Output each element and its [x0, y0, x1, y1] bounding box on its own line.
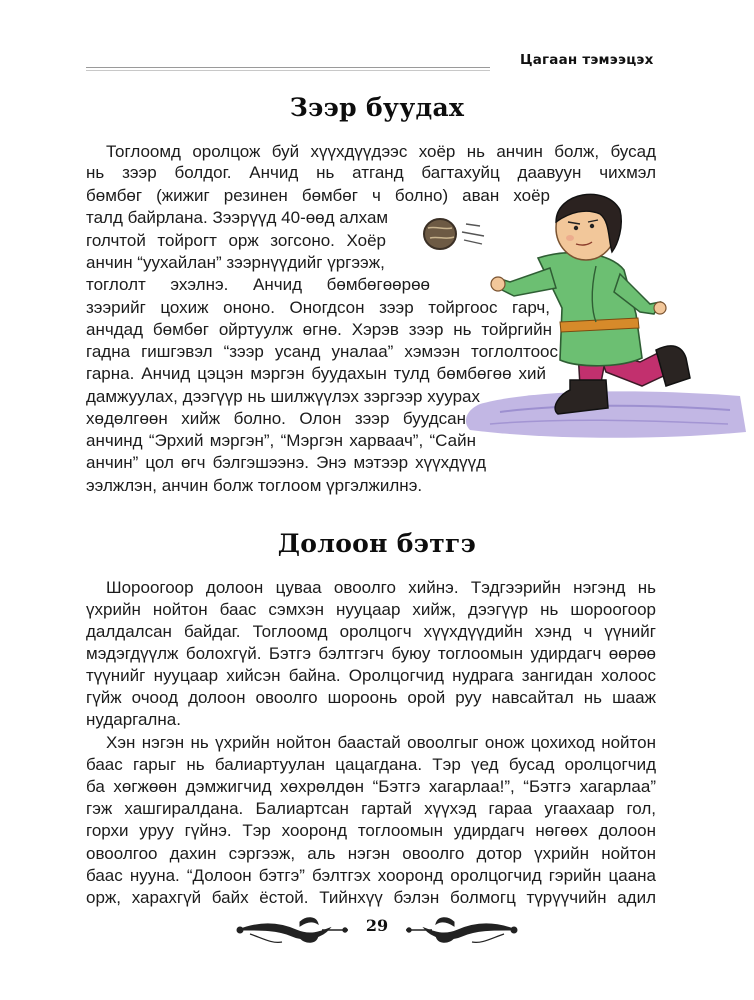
text-line: баас гарыг нь балиартуулан цацагдана. Тэр үед бусад оролцогчид [86, 755, 656, 774]
text-line: анчдад бөмбөг ойртуулж өгнө. Хэрэв зээр нь тойргийн [86, 320, 552, 339]
section-title-doloon-betge: Долоон бэтгэ [277, 529, 477, 558]
text-line: Шороогоор долоон цуваа овоолго хийнэ. Тэдгээрийн нэгэнд нь [106, 578, 656, 597]
header-rule [86, 67, 490, 68]
text-line: бөмбөг (жижиг резинен бөмбөг ч болно) аван хоёр [86, 186, 550, 205]
text-line: гарна. Анчид цэцэн мэргэн буудахын тулд бөмбөгөө хий [86, 364, 546, 383]
ornament-left-icon [237, 918, 348, 943]
section-title-zeer-buudah: Зээр буудах [289, 93, 465, 122]
text-line: нь зээр болдог. Анчид нь атганд багтахуйц даавуун чихмэл [86, 163, 656, 182]
text-line: үхрийн нойтон баас сэмхэн нууцаар хийж, дээгүүр нь шороогоор [86, 600, 656, 619]
text-line: голчтой тойрогт орж зогсоно. Хоёр [86, 231, 386, 250]
text-line: Хэн нэгэн нь үхрийн нойтон баастай овоолгыг онож цохиход нойтон [106, 733, 656, 752]
text-line: орж, харахгүй байх ёстой. Тийнхүү бэлэн болмогц түрүүчийн адил [86, 888, 656, 907]
ornament-right-icon [406, 918, 517, 943]
text-line: далдалсан байдаг. Тоглоомд оролцогч хүүхдүүдийн хэнд ч үүнийг [86, 622, 656, 641]
text-line: баас нууна. “Долоон бэтгэ” бэлтгэх хооронд оролцогчид гэрийн цаана [86, 866, 656, 885]
text-line: нударгална. [86, 710, 181, 729]
text-line: горхи уруу гүйнэ. Тэр хооронд тоглоомын удирдагч нөгөөх долоон [86, 821, 656, 840]
text-line: ээлжлэн, анчин болж тоглоом үргэлжилнэ. [86, 476, 423, 495]
text-line: ба хөгжөөн дэмжигчид хөхрөлдөн “Бэтгэ хагарлаа!”, “Бэтгэ хагарлаа” [86, 777, 656, 796]
text-line: овоолгоо дахин сэргээж, аль нэгэн овоолго дотор үхрийн нойтон [86, 844, 656, 863]
text-line: дамжуулах, дээгүүр нь шилжүүлэх зэргээр хуурах [86, 387, 480, 406]
running-title: Цагаан тэмээцэх [520, 52, 654, 68]
text-line: анчин “уухайлан” зээрнүүдийг үргээж, [86, 253, 385, 272]
text-line: анчинд “Эрхий мэргэн”, “Мэргэн харваач”, “Сайн [86, 431, 476, 450]
text-line: гадна гишгэвэл “зээр усанд уналаа” хэмээн тоглолтоос [86, 342, 558, 361]
text-line: мэдэгдүүлж болохгүй. Бэтгэ бэлтгэгч буюу тоглоомын удирдагч өөрөө [86, 644, 656, 663]
text-line: түүнийг нууцаар хийсэн байна. Оролцогчид нудрага зангидан холоос [86, 666, 656, 685]
text-line: талд байрлана. Зээрүүд 40-өөд алхам [86, 208, 389, 227]
text-line: гүйж очоод долоон овоолго шороонь орой руу навсайтал нь шааж [86, 688, 656, 707]
ball-icon [424, 219, 456, 249]
text-line: гэж хашгиралдана. Балиартсан гартай хүүхэд гараа угаахаар гол, [86, 799, 656, 818]
text-line: хөдөлгөөн хийж болно. Олон зээр буудсан [86, 409, 466, 428]
text-line: Тоглоомд оролцож буй хүүхдүүдээс хоёр нь анчин болж, бусад [106, 142, 656, 161]
text-line: анчин” цол өгч бэлгэшээнэ. Энэ мэтээр хүүхдүүд [86, 453, 486, 472]
page-number: 29 [365, 916, 389, 935]
text-line: тоглолт эхэлнэ. Анчид бөмбөгөөрөө [86, 275, 430, 294]
text-line: зээрийг цохиж ононо. Оногдсон зээр тойргоос гарч, [86, 298, 550, 317]
header-rule-secondary [86, 70, 490, 71]
boy-throwing-ball-illustration [410, 182, 750, 482]
